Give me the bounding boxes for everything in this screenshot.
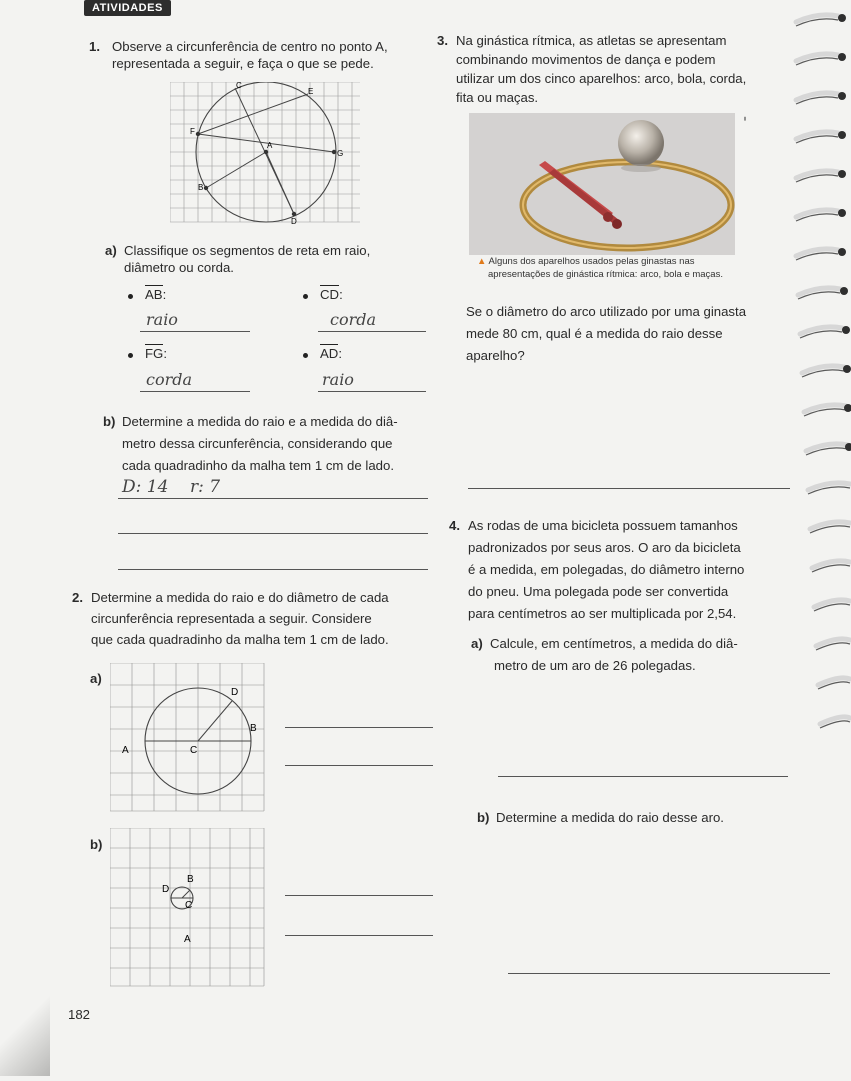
q4-text-line4: do pneu. Uma polegada pode ser convertida [468, 584, 729, 599]
label-c: C [236, 82, 242, 90]
q1a-text-line1: Classifique os segmentos de reta em raio, [124, 243, 371, 258]
q2a-label-d: D [231, 687, 239, 698]
bullet [128, 353, 133, 358]
q3-question-line3: aparelho? [466, 348, 525, 363]
segment-fe [198, 94, 308, 134]
q3-question-line2: mede 80 cm, qual é a medida do raio desse [466, 326, 723, 341]
label-e: E [308, 87, 314, 96]
gymnastics-apparatus-photo [469, 113, 735, 255]
q1b-text-line1: Determine a medida do raio e a medida do diâ- [122, 414, 398, 429]
q4-text-line2: padronizados por seus aros. O aro da bicicleta [468, 540, 741, 555]
q2-number: 2. [72, 590, 83, 605]
bullet [128, 294, 133, 299]
q4a-text-line1: Calcule, em centímetros, a medida do diâ- [490, 636, 738, 651]
q4-text-line5: para centímetros ao ser multiplicada por 2,54. [468, 606, 737, 621]
answer-ad: raio [322, 370, 354, 389]
q2b-label-d: D [162, 884, 170, 895]
label-f: F [190, 127, 195, 136]
q1-text-line1: Observe a circunferência de centro no ponto A, [112, 39, 388, 54]
q2a-label-c: C [190, 745, 198, 756]
bullet [303, 353, 308, 358]
answer-fg: corda [146, 370, 193, 389]
q3-number: 3. [437, 33, 448, 48]
q4-text-line3: é a medida, em polegadas, do diâmetro interno [468, 562, 745, 577]
q3-text-line2: combinando movimentos de dança e podem [456, 52, 716, 67]
q2b-label-a: A [184, 934, 191, 945]
answer-cd: corda [330, 310, 377, 329]
q1a-label: a) [105, 243, 117, 258]
q2b-label-c: C [185, 900, 193, 911]
q2a-label-b: B [250, 723, 257, 734]
page-number: 182 [68, 1007, 91, 1022]
q1b-answer: D: 14 r: 7 [122, 477, 221, 497]
section-title: ATIVIDADES [84, 0, 171, 16]
segment-label-cd: CD [320, 287, 340, 302]
q1-number: 1. [89, 39, 100, 54]
label-d: D [291, 217, 297, 226]
q1a-text-line2: diâmetro ou corda. [124, 260, 234, 275]
q2b-label: b) [90, 837, 103, 852]
q2a-label: a) [90, 671, 102, 686]
q4a-text-line2: metro de um aro de 26 polegadas. [494, 658, 696, 673]
spiral-binding [790, 0, 851, 1076]
q4-text-line1: As rodas de uma bicicleta possuem tamanhos [468, 518, 738, 533]
q4b-label: b) [477, 810, 490, 825]
q3-text-line1: Na ginástica rítmica, as atletas se apresentam [456, 33, 727, 48]
q2-text-line1: Determine a medida do raio e do diâmetro de cada [91, 590, 389, 605]
q2a-label-a: A [122, 745, 129, 756]
q2a-grid [110, 663, 264, 811]
label-g: G [337, 149, 344, 158]
answer-ab: raio [146, 310, 178, 329]
q1b-text-line3: cada quadradinho da malha tem 1 cm de lado. [122, 458, 394, 473]
photo-caption-line2: apresentações de ginástica rítmica: arco, bola e maças. [488, 269, 723, 280]
q3-text-line3: utilizar um dos cinco aparelhos: arco, bola, corda, [456, 71, 747, 86]
q1-text-line2: representada a seguir, e faça o que se pede. [112, 56, 374, 71]
label-b: B [198, 183, 204, 192]
segment-label-ab: AB [145, 287, 163, 302]
q2-text-line2: circunferência representada a seguir. Considere [91, 611, 372, 626]
q3-question-line1: Se o diâmetro do arco utilizado por uma ginasta [466, 304, 747, 319]
q3-text-line4: fita ou maças. [456, 90, 539, 105]
segment-label-fg: FG [145, 346, 164, 361]
q2-text-line3: que cada quadradinho da malha tem 1 cm de lado. [91, 632, 389, 647]
segment-label-ad: AD [320, 346, 339, 361]
q4-number: 4. [449, 518, 460, 533]
photo-caption-line1: Alguns dos aparelhos usados pelas ginastas nas [488, 256, 695, 267]
label-a: A [267, 141, 273, 150]
q2b-figure [110, 828, 265, 988]
segment-ad [266, 152, 294, 214]
segment-ab [206, 152, 266, 188]
q1b-label: b) [103, 414, 116, 429]
q4a-label: a) [471, 636, 483, 651]
q1b-text-line2: metro dessa circunferência, considerando que [122, 436, 393, 451]
ball [618, 120, 664, 166]
q2a-figure [110, 663, 265, 813]
q2b-label-b: B [187, 874, 194, 885]
segment-fg [198, 134, 334, 152]
bullet [303, 294, 308, 299]
q1-circle-figure [170, 82, 360, 232]
caption-arrow-icon: ▲ [477, 256, 487, 267]
q4b-text: Determine a medida do raio desse aro. [496, 810, 724, 825]
